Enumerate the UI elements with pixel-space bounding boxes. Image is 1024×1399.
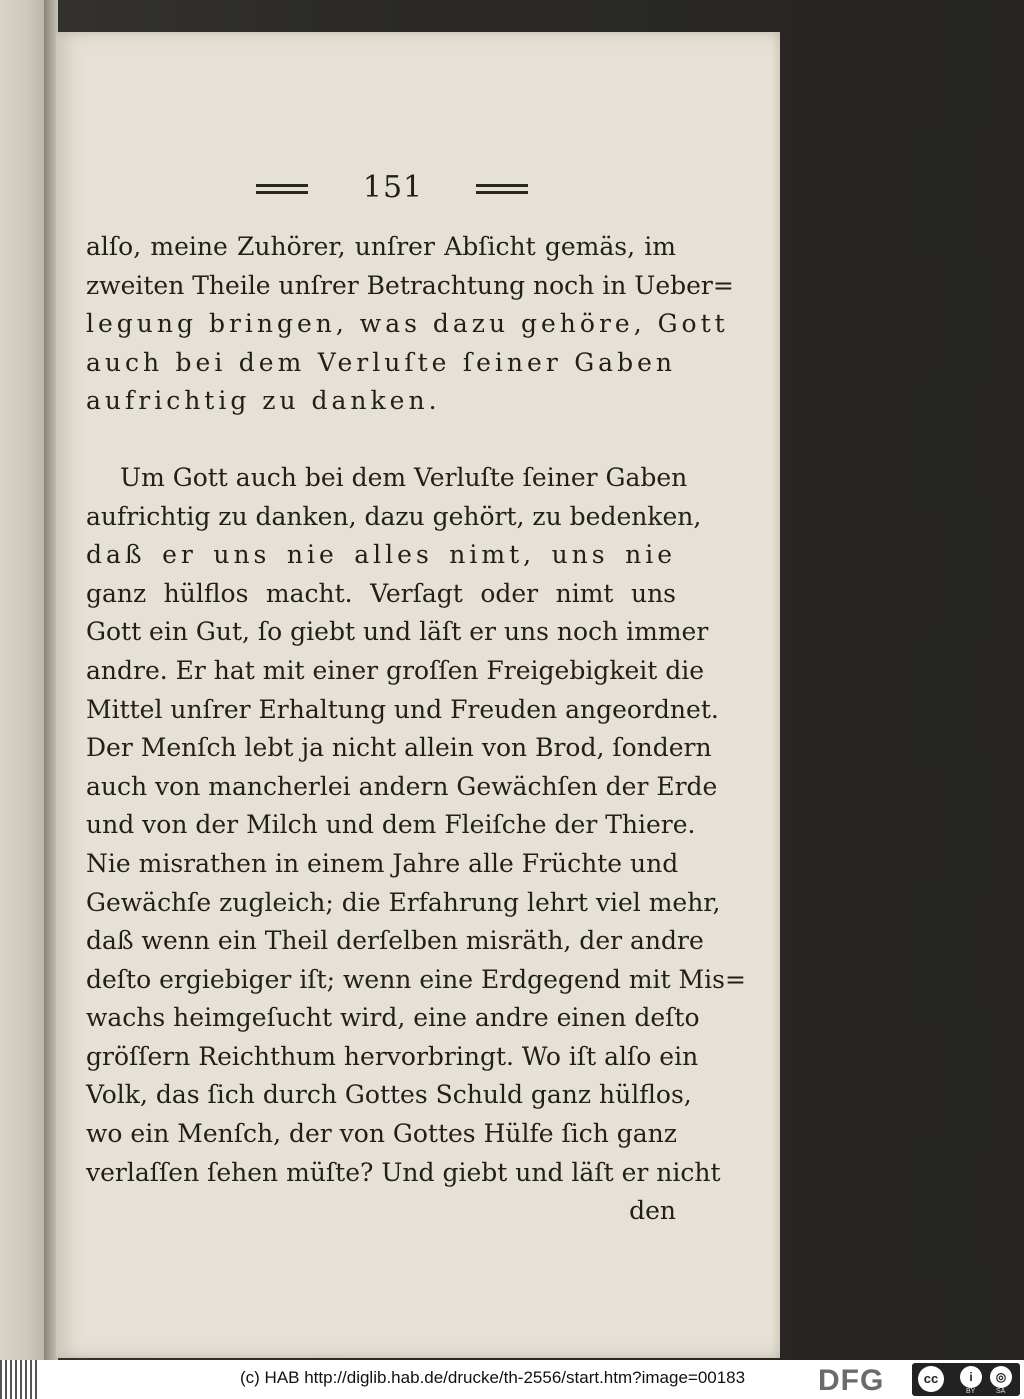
- text-line: verlaſſen ſehen müſte? Und giebt und läſt er nicht: [86, 1157, 721, 1187]
- text-line: auch bei dem Verluſte ſeiner Gaben: [86, 347, 676, 377]
- text-line: gröſſern Reichthum hervorbringt. Wo iſt alſo ein: [86, 1041, 699, 1071]
- header-rule-left: [256, 184, 308, 194]
- barcode-stripes: [0, 1360, 40, 1399]
- text-line: Der Menſch lebt ja nicht allein von Brod, ſondern: [86, 733, 712, 763]
- paragraph-break: [86, 421, 676, 459]
- text-line: und von der Milch und dem Fleiſche der Thiere.: [86, 810, 696, 840]
- attribution-icon: i: [960, 1366, 982, 1388]
- text-line: daß er uns nie alles nimt, uns nie: [86, 540, 676, 570]
- text-line: aufrichtig zu danken.: [86, 386, 441, 416]
- text-line: ganz hülflos macht. Verſagt oder nimt uns: [86, 578, 676, 608]
- text-line: auch von mancherlei andern Gewächſen der Erde: [86, 771, 718, 801]
- text-line: Volk, das ſich durch Gottes Schuld ganz hülflos,: [86, 1080, 692, 1110]
- cc-icon: cc: [918, 1366, 944, 1392]
- text-line: deſto ergiebiger iſt; wenn eine Erdgegend mit Mis=: [86, 964, 746, 994]
- share-alike-icon: ◎: [990, 1366, 1012, 1388]
- copyright-credit: (c) HAB http://diglib.hab.de/drucke/th-2556/start.htm?image=00183: [240, 1368, 746, 1387]
- text-line: Gott ein Gut, ſo giebt und läſt er uns noch immer: [86, 617, 709, 647]
- text-line: zweiten Theile unſrer Betrachtung noch in Ueber=: [86, 270, 734, 300]
- text-line: legung bringen, was dazu gehöre, Gott: [86, 309, 729, 339]
- previous-page-edge: [0, 0, 44, 1360]
- by-label: BY: [966, 1388, 976, 1395]
- dfg-logo: DFG: [818, 1364, 885, 1397]
- text-line: wachs heimgeſucht wird, eine andre einen deſto: [86, 1003, 700, 1033]
- text-line: alſo, meine Zuhörer, unſrer Abſicht gemäs, im: [86, 232, 676, 261]
- text-line: wo ein Menſch, der von Gottes Hülfe ſich ganz: [86, 1119, 677, 1149]
- page-body-text: [86, 228, 746, 1231]
- page-number: 151: [362, 170, 424, 205]
- text-line: Gewächſe zugleich; die Erfahrung lehrt viel mehr,: [86, 887, 721, 917]
- text-line: Nie misrathen in einem Jahre alle Früchte und: [86, 848, 679, 878]
- book-page: [56, 32, 780, 1358]
- text-line: Um Gott auch bei dem Verluſte ſeiner Gaben: [120, 462, 688, 492]
- text-line: daß wenn ein Theil derſelben misräth, der andre: [86, 926, 704, 956]
- footer-bar: [0, 1360, 1024, 1399]
- catchword: den: [629, 1196, 676, 1226]
- text-line: Mittel unſrer Erhaltung und Freuden angeordnet.: [86, 694, 719, 724]
- header-rule-right: [476, 184, 528, 194]
- cc-by-sa-license-badge[interactable]: [912, 1363, 1020, 1396]
- text-line: aufrichtig zu danken, dazu gehört, zu bedenken,: [86, 501, 702, 531]
- text-line: andre. Er hat mit einer groſſen Freigebigkeit die: [86, 655, 705, 685]
- page-header: [256, 170, 576, 210]
- sa-label: SA: [996, 1388, 1006, 1395]
